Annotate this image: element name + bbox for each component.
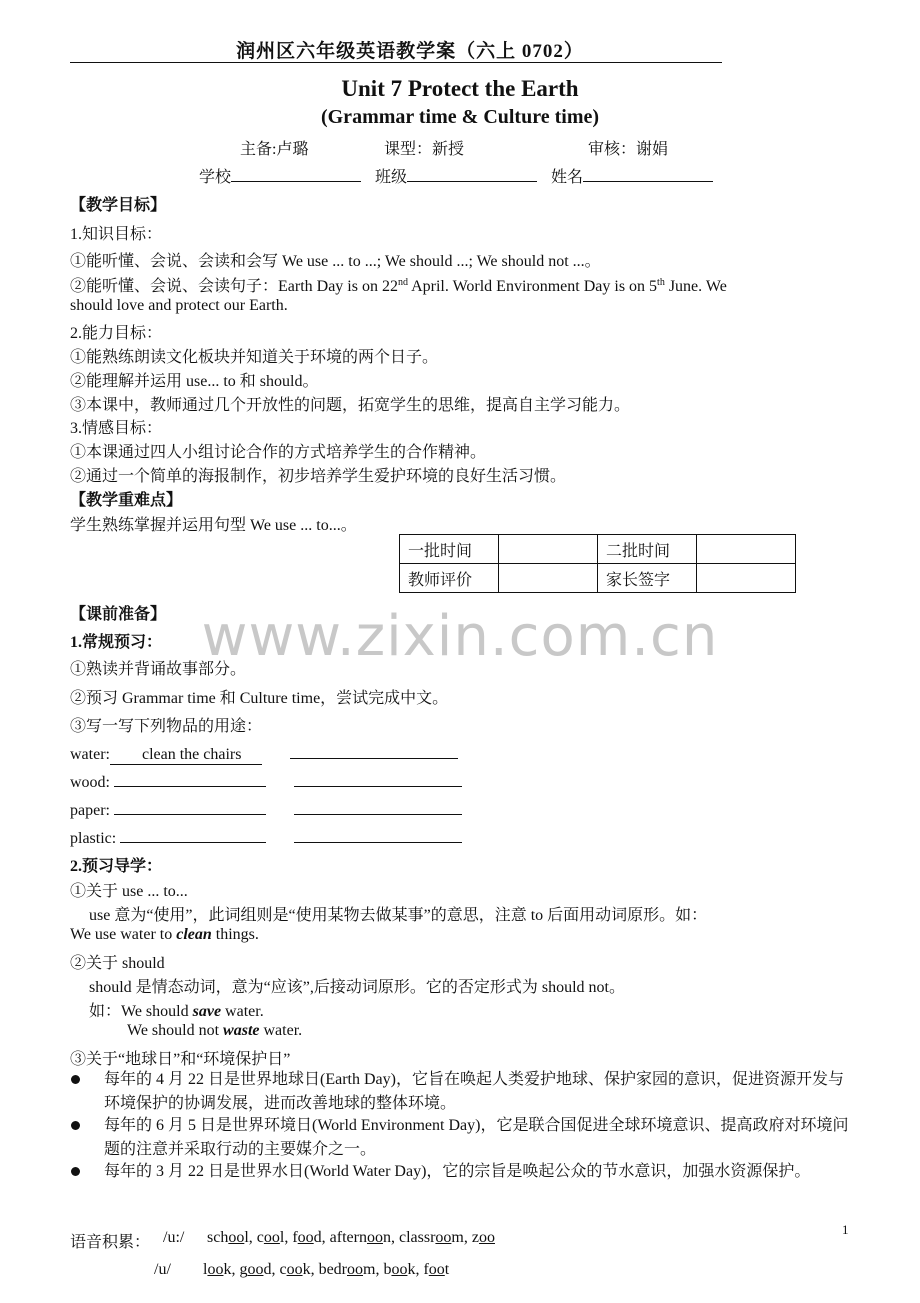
k2-sup-1: nd <box>397 277 408 288</box>
table-cell: 家长签字 <box>598 564 697 593</box>
meta-row <box>0 136 920 156</box>
phonics-sound-1: /u:/ <box>163 1229 185 1246</box>
guide-2-title: ②关于 should <box>70 955 165 972</box>
example-text: water. <box>259 1022 303 1039</box>
emotion-goal-2: ②通过一个简单的海报制作，初步培养学生爱护环境的良好生活习惯。 <box>70 468 567 485</box>
item-answer[interactable]: clean the chairs <box>110 746 262 765</box>
item-label: water: <box>70 746 110 763</box>
header-divider <box>70 62 722 63</box>
item-label: paper: <box>70 802 110 819</box>
table-cell-blank[interactable] <box>499 535 598 564</box>
class-blank[interactable] <box>407 165 537 182</box>
phonics-word: cool <box>256 1229 285 1246</box>
unit-title: Unit 7 Protect the Earth <box>341 76 579 101</box>
key-points-heading: 【教学重难点】 <box>70 492 183 509</box>
lesson-subtitle: (Grammar time & Culture time) <box>320 106 600 128</box>
guide-heading: 2.预习导学： <box>70 858 163 875</box>
item-blank-2[interactable] <box>290 742 458 759</box>
lead-teacher: 主备:卢璐 <box>240 141 309 158</box>
ability-goal-1: ①能熟练朗读文化板块并知道关于环境的两个日子。 <box>70 349 439 366</box>
guide-2-text: should 是情态动词，意为“应该”,后接动词原形。它的否定形式为 should not。 <box>89 979 625 996</box>
knowledge-heading: 1.知识目标： <box>70 226 163 243</box>
item-blank-2[interactable] <box>294 826 462 843</box>
item-blank[interactable] <box>120 826 266 843</box>
emotion-heading: 3.情感目标： <box>70 420 163 437</box>
bullet-icon <box>71 1121 80 1130</box>
fill-item-wood <box>70 770 462 792</box>
phonics-word: good <box>239 1261 272 1278</box>
example-text: 如：We should <box>89 1003 193 1020</box>
item-label: plastic: <box>70 830 117 847</box>
guide-2-example-2 <box>127 1022 302 1040</box>
routine-item-1: ①熟读并背诵故事部分。 <box>70 661 247 678</box>
prep-heading: 【课前准备】 <box>70 606 167 623</box>
guide-1-text: use 意为“使用”，此词组则是“使用某物去做某事”的意思，注意 to 后面用动词原形。如： <box>89 907 708 924</box>
guide-2-example-1 <box>89 998 264 1021</box>
ability-goal-2: ②能理解并运用 use... to 和 should。 <box>70 373 319 390</box>
phonics-word: foot <box>423 1261 450 1278</box>
phonics-word: classroom <box>398 1229 464 1246</box>
class-label: 班级 <box>375 169 408 186</box>
table-cell: 一批时间 <box>400 535 499 564</box>
ability-goal-3: ③本课中，教师通过几个开放性的问题，拓宽学生的思维，提高自主学习能力。 <box>70 397 631 414</box>
watermark: www.zixin.com.cn <box>201 604 719 669</box>
example-emphasis: save <box>192 1003 222 1020</box>
item-blank[interactable] <box>114 770 266 787</box>
school-blank[interactable] <box>231 165 361 182</box>
phonics-word: bedroom <box>318 1261 376 1278</box>
phonics-word: book <box>383 1261 416 1278</box>
emotion-goal-1: ①本课通过四人小组讨论合作的方式培养学生的合作精神。 <box>70 444 487 461</box>
routine-item-2: ②预习 Grammar time 和 Culture time，尝试完成中文。 <box>70 690 449 707</box>
phonics-word: food <box>292 1229 322 1246</box>
table-cell-blank[interactable] <box>499 564 598 593</box>
fill-item-paper <box>70 798 462 820</box>
table-row <box>400 535 796 564</box>
knowledge-goal-1: ①能听懂、会说、会读和会写 We use ... to ...; We should ...; We should not ...。 <box>70 253 601 270</box>
example-text: We should not <box>127 1022 224 1039</box>
phonics-word: school <box>207 1229 249 1246</box>
item-blank-2[interactable] <box>294 798 462 815</box>
table-cell: 二批时间 <box>598 535 697 564</box>
example-text: things. <box>211 926 259 943</box>
guide-3-title: ③关于“地球日”和“环境保护日” <box>70 1051 291 1068</box>
table-cell-blank[interactable] <box>697 564 796 593</box>
name-label: 姓名 <box>551 169 584 186</box>
bullet-icon <box>71 1075 80 1084</box>
k2-part-c: June. We <box>664 278 727 295</box>
routine-item-3: ③写一写下列物品的用途： <box>70 718 263 735</box>
routine-heading: 1.常规预习： <box>70 634 163 651</box>
table-cell: 教师评价 <box>400 564 499 593</box>
key-points-text: 学生熟练掌握并运用句型 We use ... to...。 <box>70 517 357 534</box>
bullet-earth-day: 每年的 4 月 22 日是世界地球日(Earth Day)，它旨在唤起人类爱护地球、保护家园的意识，促进资源开发与环境保护的协调发展，进而改善地球的整体环境。 <box>104 1071 844 1112</box>
k2-sup-2: th <box>657 277 665 288</box>
phonics-words-2: look, good, cook, bedroom, book, foot <box>203 1261 450 1278</box>
example-text: water. <box>221 1003 264 1020</box>
phonics-word: zoo <box>471 1229 495 1246</box>
reviewer: 审核：谢娟 <box>588 141 669 158</box>
page-number: 1 <box>842 1222 849 1237</box>
document-header-title: 润州区六年级英语教学案（六上 0702） <box>236 41 584 62</box>
k2-part-a: ②能听懂、会说、会读句子：Earth Day is on 22 <box>70 278 398 295</box>
lesson-type: 课型：新授 <box>384 141 465 158</box>
name-blank[interactable] <box>583 165 713 182</box>
evaluation-table <box>399 534 796 593</box>
goals-heading: 【教学目标】 <box>70 197 167 214</box>
phonics-words-1: school, cool, food, afternoon, classroom, zoo <box>207 1229 495 1246</box>
example-emphasis: waste <box>223 1022 260 1039</box>
bullet-environment-day: 每年的 6 月 5 日是世界环境日(World Environment Day)，它是联合国促进全球环境意识、提高政府对环境问题的注意并采取行动的主要媒介之一。 <box>104 1117 849 1158</box>
bullet-water-day: 每年的 3 月 22 日是世界水日(World Water Day)，它的宗旨是唤起公众的节水意识，加强水资源保护。 <box>104 1163 811 1180</box>
ability-heading: 2.能力目标： <box>70 325 163 342</box>
phonics-label: 语音积累： <box>70 1234 151 1251</box>
fill-item-plastic <box>70 826 462 848</box>
phonics-word: cook <box>279 1261 311 1278</box>
student-info-row <box>199 164 713 187</box>
phonics-sound-2: /u/ <box>154 1261 171 1278</box>
item-blank-2[interactable] <box>294 770 462 787</box>
phonics-word: look <box>203 1261 232 1278</box>
knowledge-goal-2 <box>70 273 727 296</box>
table-row <box>400 564 796 593</box>
bullet-icon <box>71 1167 80 1176</box>
knowledge-goal-2-cont: should love and protect our Earth. <box>70 297 288 314</box>
item-blank[interactable] <box>114 798 266 815</box>
fill-item-water <box>70 742 458 765</box>
item-label: wood: <box>70 774 110 791</box>
k2-part-b: April. World Environment Day is on 5 <box>407 278 658 295</box>
guide-1-example <box>70 926 259 944</box>
guide-1-title: ①关于 use ... to... <box>70 883 188 900</box>
example-emphasis: clean <box>176 926 212 943</box>
example-text: We use water to <box>70 926 177 943</box>
table-cell-blank[interactable] <box>697 535 796 564</box>
phonics-word: afternoon <box>329 1229 391 1246</box>
school-label: 学校 <box>199 169 232 186</box>
